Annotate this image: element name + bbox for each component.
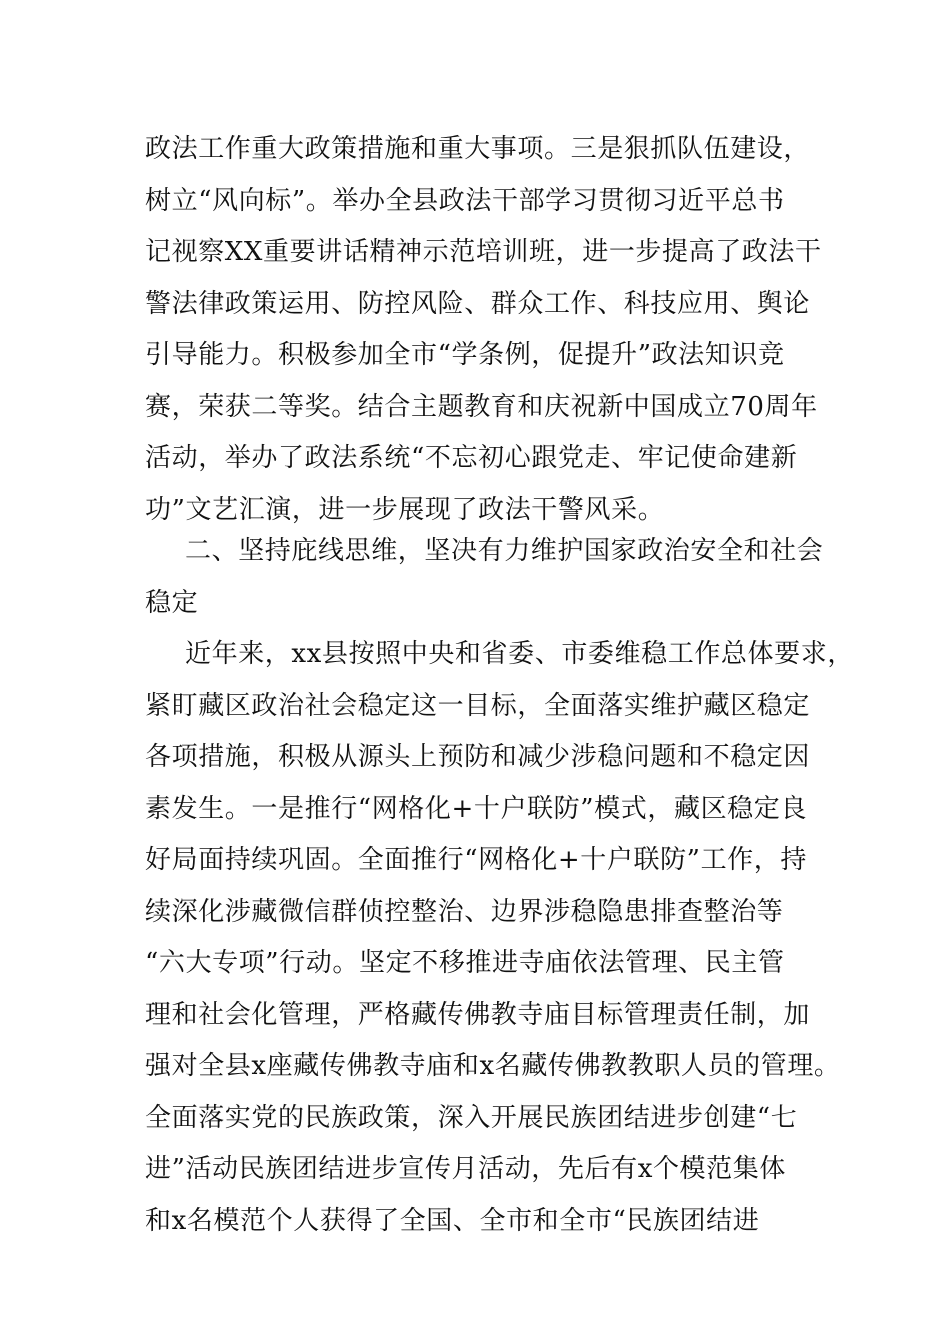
paragraph-line: 进”活动民族团结进步宣传月活动，先后有x个模范集体 bbox=[145, 1154, 786, 1184]
section-heading-continued: 稳定 bbox=[145, 587, 199, 618]
paragraph-line: 素发生。一是推行“网格化+十户联防”模式，藏区稳定良 bbox=[145, 793, 807, 824]
paragraph-line: 活动，举办了政法系统“不忘初心跟党走、牢记使命建新 bbox=[145, 443, 798, 473]
section-heading: 二、坚持庇线思维，坚决有力维护国家政治安全和社会 bbox=[185, 536, 824, 566]
paragraph-line: 续深化涉藏微信群侦控整治、边界涉稳隐患排查整治等 bbox=[145, 896, 784, 927]
paragraph-line: “六大专项”行动。坚定不移推进寺庙依法管理、民主管 bbox=[145, 948, 785, 978]
paragraph-line: 全面落实党的民族政策，深入开展民族团结进步创建“七 bbox=[145, 1102, 798, 1133]
paragraph-line: 功”文艺汇演，进一步展现了政法干警风采。 bbox=[145, 494, 665, 525]
paragraph-line: 紧盯藏区政治社会稳定这一目标，全面落实维护藏区稳定 bbox=[145, 690, 811, 721]
paragraph-line: 树立“风向标”。举办全县政法干部学习贯彻习近平总书 bbox=[145, 185, 785, 216]
paragraph-line: 近年来，xx县按照中央和省委、市委维稳工作总体要求， bbox=[185, 639, 854, 669]
paragraph-line: 强对全县x座藏传佛教寺庙和x名藏传佛教教职人员的管理。 bbox=[145, 1051, 841, 1081]
paragraph-line: 好局面持续巩固。全面推行“网格化+十户联防”工作，持 bbox=[145, 845, 807, 875]
section-two bbox=[145, 526, 854, 1247]
paragraph-line: 理和社会化管理，严格藏传佛教寺庙目标管理责任制，加 bbox=[145, 999, 811, 1030]
paragraph-line: 和x名模范个人获得了全国、全市和全市“民族团结进 bbox=[145, 1205, 760, 1236]
paragraph-line: 各项措施，积极从源头上预防和减少涉稳问题和不稳定因 bbox=[145, 742, 811, 772]
paragraph-line: 警法律政策运用、防控风险、群众工作、科技应用、舆论 bbox=[145, 288, 811, 319]
paragraph-line: 政法工作重大政策措施和重大事项。三是狠抓队伍建设， bbox=[145, 134, 811, 164]
paragraph-line: 引导能力。积极参加全市“学条例，促提升”政法知识竞 bbox=[145, 340, 785, 370]
paragraph-line: 记视察XX重要讲话精神示范培训班，进一步提高了政法干 bbox=[145, 237, 822, 267]
paragraph-line: 赛，荣获二等奖。结合主题教育和庆祝新中国成立70周年 bbox=[145, 391, 818, 422]
document-body bbox=[145, 124, 822, 536]
